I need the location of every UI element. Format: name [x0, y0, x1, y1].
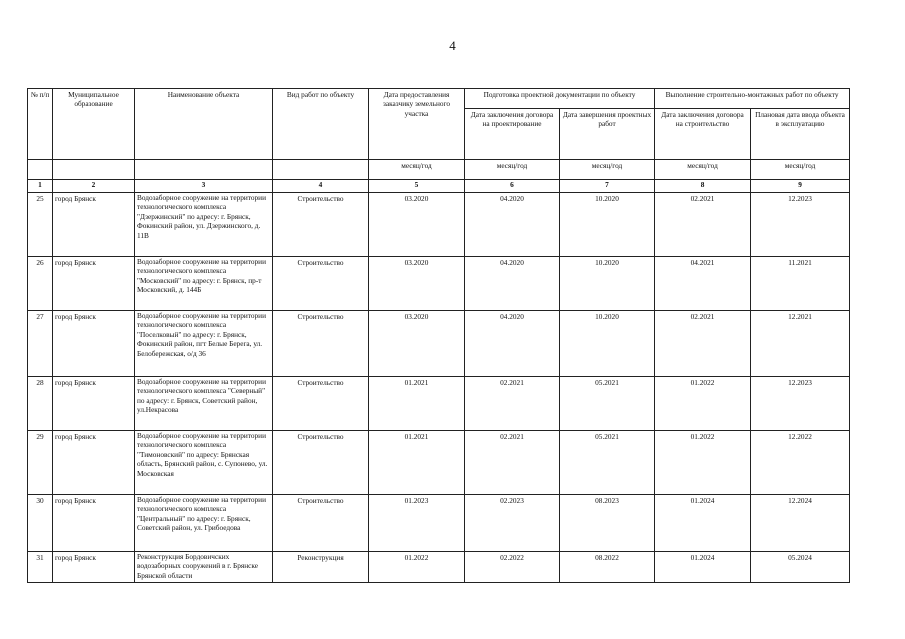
- object-name-text: Водозаборное сооружение на территории технологического комплекса "Поселковый" по адресу: г. Брянск, Фокинский район, пгт Белые Берега, ул. Белобережская, о/д 36: [137, 311, 266, 358]
- object-name-cell: [135, 193, 273, 257]
- municipality-cell: город Брянск: [53, 257, 135, 311]
- land-date-cell: 03.2020: [369, 193, 465, 257]
- object-name-text: Водозаборное сооружение на территории технологического комплекса "Северный" по адресу: г. Брянск, Советский район, ул.Некрасова: [137, 377, 266, 415]
- unit-cell-empty: [273, 160, 369, 180]
- design-end-date-cell: 10.2020: [560, 193, 655, 257]
- row-number-cell: 25: [28, 193, 53, 257]
- land-date-cell: 03.2020: [369, 311, 465, 377]
- table-row: [28, 193, 850, 257]
- design-contract-date-cell: 04.2020: [465, 193, 560, 257]
- table-row: [28, 377, 850, 431]
- column-number: 2: [53, 180, 135, 193]
- row-number-cell: 31: [28, 552, 53, 583]
- commissioning-date-cell: 12.2024: [751, 495, 850, 552]
- work-type-cell: Строительство: [273, 311, 369, 377]
- column-number: 8: [655, 180, 751, 193]
- design-contract-date-cell: 02.2021: [465, 377, 560, 431]
- page-number: 4: [449, 38, 456, 53]
- design-end-date-cell: 10.2020: [560, 311, 655, 377]
- design-end-date-cell: 10.2020: [560, 257, 655, 311]
- land-date-cell: 01.2022: [369, 552, 465, 583]
- object-name-cell: [135, 552, 273, 583]
- object-name-cell: [135, 257, 273, 311]
- object-name-cell: [135, 495, 273, 552]
- design-end-date-cell: 05.2021: [560, 431, 655, 495]
- commissioning-date-cell: 12.2023: [751, 193, 850, 257]
- land-date-cell: 01.2021: [369, 377, 465, 431]
- header-object-name: Наименование объекта: [135, 89, 273, 160]
- header-construction-contract: Дата заключения договора на строительство: [655, 109, 751, 160]
- municipality-cell: город Брянск: [53, 311, 135, 377]
- column-number: 5: [369, 180, 465, 193]
- header-municipality: Муниципальное образование: [53, 89, 135, 160]
- unit-cell: месяц/год: [465, 160, 560, 180]
- unit-cell-empty: [135, 160, 273, 180]
- unit-cell: месяц/год: [751, 160, 850, 180]
- object-name-cell: [135, 377, 273, 431]
- commissioning-date-cell: 05.2024: [751, 552, 850, 583]
- design-contract-date-cell: 02.2023: [465, 495, 560, 552]
- table-row: [28, 431, 850, 495]
- construction-contract-date-cell: 01.2022: [655, 431, 751, 495]
- work-type-cell: Строительство: [273, 495, 369, 552]
- commissioning-date-cell: 11.2021: [751, 257, 850, 311]
- work-type-cell: Реконструкция: [273, 552, 369, 583]
- construction-contract-date-cell: 01.2024: [655, 552, 751, 583]
- commissioning-date-cell: 12.2023: [751, 377, 850, 431]
- commissioning-date-cell: 12.2022: [751, 431, 850, 495]
- unit-cell-empty: [53, 160, 135, 180]
- unit-cell: месяц/год: [369, 160, 465, 180]
- row-number-cell: 28: [28, 377, 53, 431]
- unit-cell: месяц/год: [655, 160, 751, 180]
- land-date-cell: 01.2021: [369, 431, 465, 495]
- land-date-cell: 03.2020: [369, 257, 465, 311]
- column-number-row: [28, 180, 850, 193]
- column-number: 6: [465, 180, 560, 193]
- construction-contract-date-cell: 02.2021: [655, 311, 751, 377]
- design-contract-date-cell: 02.2021: [465, 431, 560, 495]
- municipality-cell: город Брянск: [53, 193, 135, 257]
- municipality-cell: город Брянск: [53, 431, 135, 495]
- work-type-cell: Строительство: [273, 377, 369, 431]
- municipality-cell: город Брянск: [53, 377, 135, 431]
- column-number: 3: [135, 180, 273, 193]
- land-date-cell: 01.2023: [369, 495, 465, 552]
- object-name-cell: [135, 311, 273, 377]
- table-row: [28, 552, 850, 583]
- header-construction-group: Выполнение строительно-монтажных работ по объекту: [655, 89, 850, 109]
- commissioning-date-cell: 12.2021: [751, 311, 850, 377]
- row-number-cell: 26: [28, 257, 53, 311]
- object-name-text: Водозаборное сооружение на территории технологического комплекса "Дзержинский" по адресу: г. Брянск, Фокинский район, ул. Дзержинского, д. 11В: [137, 193, 266, 240]
- work-type-cell: Строительство: [273, 193, 369, 257]
- construction-contract-date-cell: 01.2024: [655, 495, 751, 552]
- work-type-cell: Строительство: [273, 257, 369, 311]
- municipality-cell: город Брянск: [53, 552, 135, 583]
- design-contract-date-cell: 04.2020: [465, 257, 560, 311]
- work-type-cell: Строительство: [273, 431, 369, 495]
- construction-contract-date-cell: 01.2022: [655, 377, 751, 431]
- municipality-cell: город Брянск: [53, 495, 135, 552]
- column-number: 7: [560, 180, 655, 193]
- design-contract-date-cell: 04.2020: [465, 311, 560, 377]
- design-end-date-cell: 05.2021: [560, 377, 655, 431]
- row-number-cell: 29: [28, 431, 53, 495]
- design-contract-date-cell: 02.2022: [465, 552, 560, 583]
- header-commissioning: Плановая дата ввода объекта в эксплуатацию: [751, 109, 850, 160]
- unit-cell: месяц/год: [560, 160, 655, 180]
- header-design-end: Дата завершения проектных работ: [560, 109, 655, 160]
- table-row: [28, 257, 850, 311]
- column-number: 1: [28, 180, 53, 193]
- construction-contract-date-cell: 04.2021: [655, 257, 751, 311]
- header-num: № п/п: [28, 89, 53, 160]
- header-work-type: Вид работ по объекту: [273, 89, 369, 160]
- row-number-cell: 30: [28, 495, 53, 552]
- header-design-contract: Дата заключения договора на проектирование: [465, 109, 560, 160]
- object-name-text: Водозаборное сооружение на территории технологического комплекса "Тимоновский" по адресу: Брянская область, Брянский район, с. Супонево, ул. Московская: [137, 431, 268, 478]
- object-name-text: Водозаборное сооружение на территории технологического комплекса "Московский" по адресу: г. Брянск, пр-т Московский, д. 144Б: [137, 257, 266, 295]
- construction-schedule-table: [27, 88, 850, 583]
- column-number: 4: [273, 180, 369, 193]
- header-land-date: Дата предоставления заказчику земельного участка: [369, 89, 465, 160]
- table-row: [28, 311, 850, 377]
- design-end-date-cell: 08.2022: [560, 552, 655, 583]
- column-number: 9: [751, 180, 850, 193]
- unit-cell-empty: [28, 160, 53, 180]
- design-end-date-cell: 08.2023: [560, 495, 655, 552]
- object-name-text: Реконструкция Бордовичских водозаборных сооружений в г. Брянске Брянской области: [137, 552, 258, 580]
- header-design-group: Подготовка проектной документации по объекту: [465, 89, 655, 109]
- object-name-text: Водозаборное сооружение на территории технологического комплекса "Центральный" по адресу: г. Брянск, Советский район, ул. Грибоедова: [137, 495, 266, 533]
- table-row: [28, 495, 850, 552]
- object-name-cell: [135, 431, 273, 495]
- row-number-cell: 27: [28, 311, 53, 377]
- construction-contract-date-cell: 02.2021: [655, 193, 751, 257]
